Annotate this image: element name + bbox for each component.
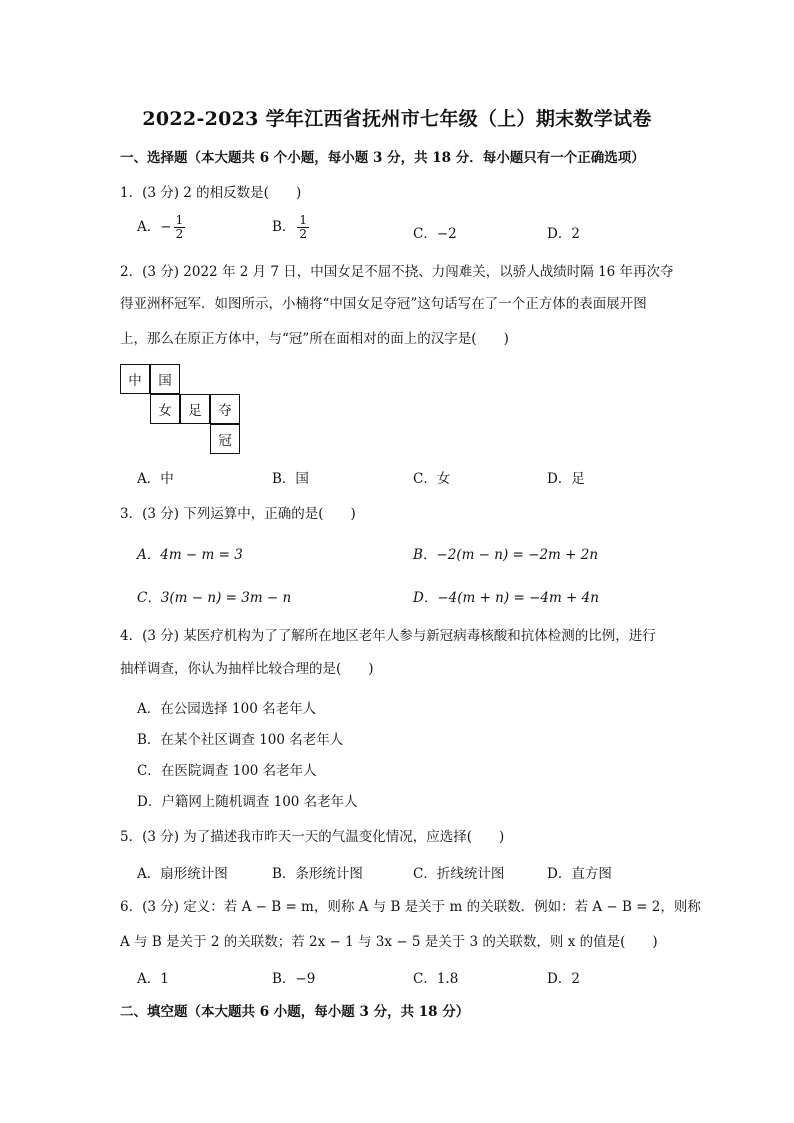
q2-option-c: C．女: [413, 471, 451, 487]
q1-option-a-prefix: A．−: [137, 219, 172, 235]
q2-stem-line-3: 上，那么在原正方体中，与“冠”所在面相对的面上的汉字是( ): [120, 331, 509, 347]
q1-option-b: [272, 214, 309, 241]
net-cell-6: 冠: [210, 424, 240, 454]
q2-option-d: D．足: [547, 471, 585, 487]
q5-stem: 5．(3 分) 为了描述我市昨天一天的气温变化情况，应选择( ): [120, 829, 505, 845]
q4-option-c: C．在医院调查 100 名老年人: [137, 763, 317, 779]
q4-option-d: D．户籍网上随机调查 100 名老年人: [137, 794, 358, 810]
section-1-heading: 一、选择题（本大题共 6 个小题，每小题 3 分，共 18 分．每小题只有一个正确选项）: [120, 150, 645, 166]
net-cell-4: 足: [180, 394, 210, 424]
q3-option-d: D．−4(m + n) = −4m + 4n: [413, 590, 599, 606]
q5-option-b: B．条形统计图: [272, 866, 363, 882]
q1-option-b-numerator: 1: [299, 213, 308, 227]
net-cell-5: 夺: [210, 394, 240, 424]
q1-option-a: [137, 214, 185, 241]
page-title: 2022-2023 学年江西省抚州市七年级（上）期末数学试卷: [142, 108, 652, 130]
q4-option-a: A．在公园选择 100 名老年人: [137, 701, 317, 717]
q4-option-b: B．在某个社区调查 100 名老年人: [137, 732, 344, 748]
net-cell-2: 国: [150, 364, 180, 394]
q1-option-a-numerator: 1: [175, 213, 184, 227]
q1-option-b-fraction: [297, 214, 309, 241]
q1-option-d: D．2: [547, 226, 580, 242]
q1-option-b-denominator: 2: [299, 227, 308, 241]
q3-stem: 3．(3 分) 下列运算中，正确的是( ): [120, 506, 356, 522]
q6-option-a: A．1: [137, 971, 169, 987]
q2-option-b: B．国: [272, 471, 309, 487]
q5-option-d: D．直方图: [547, 866, 612, 882]
q1-option-a-denominator: 2: [175, 227, 184, 241]
q1-option-a-fraction: [174, 214, 186, 241]
cube-net-figure: [120, 364, 244, 454]
q1-option-b-prefix: B．: [272, 219, 296, 235]
section-2-heading: 二、填空题（本大题共 6 小题，每小题 3 分，共 18 分）: [120, 1004, 470, 1020]
q1-option-c: C．−2: [413, 226, 457, 242]
q4-stem-line-1: 4．(3 分) 某医疗机构为了了解所在地区老年人参与新冠病毒核酸和抗体检测的比例，进行: [120, 628, 656, 644]
q6-option-b: B．−9: [272, 971, 316, 987]
q5-option-a: A．扇形统计图: [137, 866, 228, 882]
q6-stem-line-2: A 与 B 是关于 2 的关联数；若 2x − 1 与 3x − 5 是关于 3 的关联数，则 x 的值是( ): [120, 934, 658, 950]
q5-option-c: C．折线统计图: [413, 866, 505, 882]
q6-option-d: D．2: [547, 971, 580, 987]
net-cell-1: 中: [120, 364, 150, 394]
q2-stem-line-2: 得亚洲杯冠军．如图所示，小楠将“中国女足夺冠”这句话写在了一个正方体的表面展开图: [120, 296, 647, 312]
q1-stem: 1．(3 分) 2 的相反数是( ): [120, 185, 302, 201]
q6-option-c: C．1.8: [413, 971, 459, 987]
q3-option-c: C．3(m − n) = 3m − n: [137, 590, 292, 606]
q3-option-a: A．4m − m = 3: [137, 547, 243, 563]
net-cell-3: 女: [150, 394, 180, 424]
q2-stem-line-1: 2．(3 分) 2022 年 2 月 7 日，中国女足不屈不挠、力闯难关，以骄人战绩时隔 16 年再次夺: [120, 264, 674, 280]
q4-stem-line-2: 抽样调查，你认为抽样比较合理的是( ): [120, 661, 374, 677]
q6-stem-line-1: 6．(3 分) 定义：若 A − B = m，则称 A 与 B 是关于 m 的关联数．例如：若 A − B = 2，则称: [120, 899, 701, 915]
q3-option-b: B．−2(m − n) = −2m + 2n: [413, 547, 599, 563]
q2-option-a: A．中: [137, 471, 174, 487]
